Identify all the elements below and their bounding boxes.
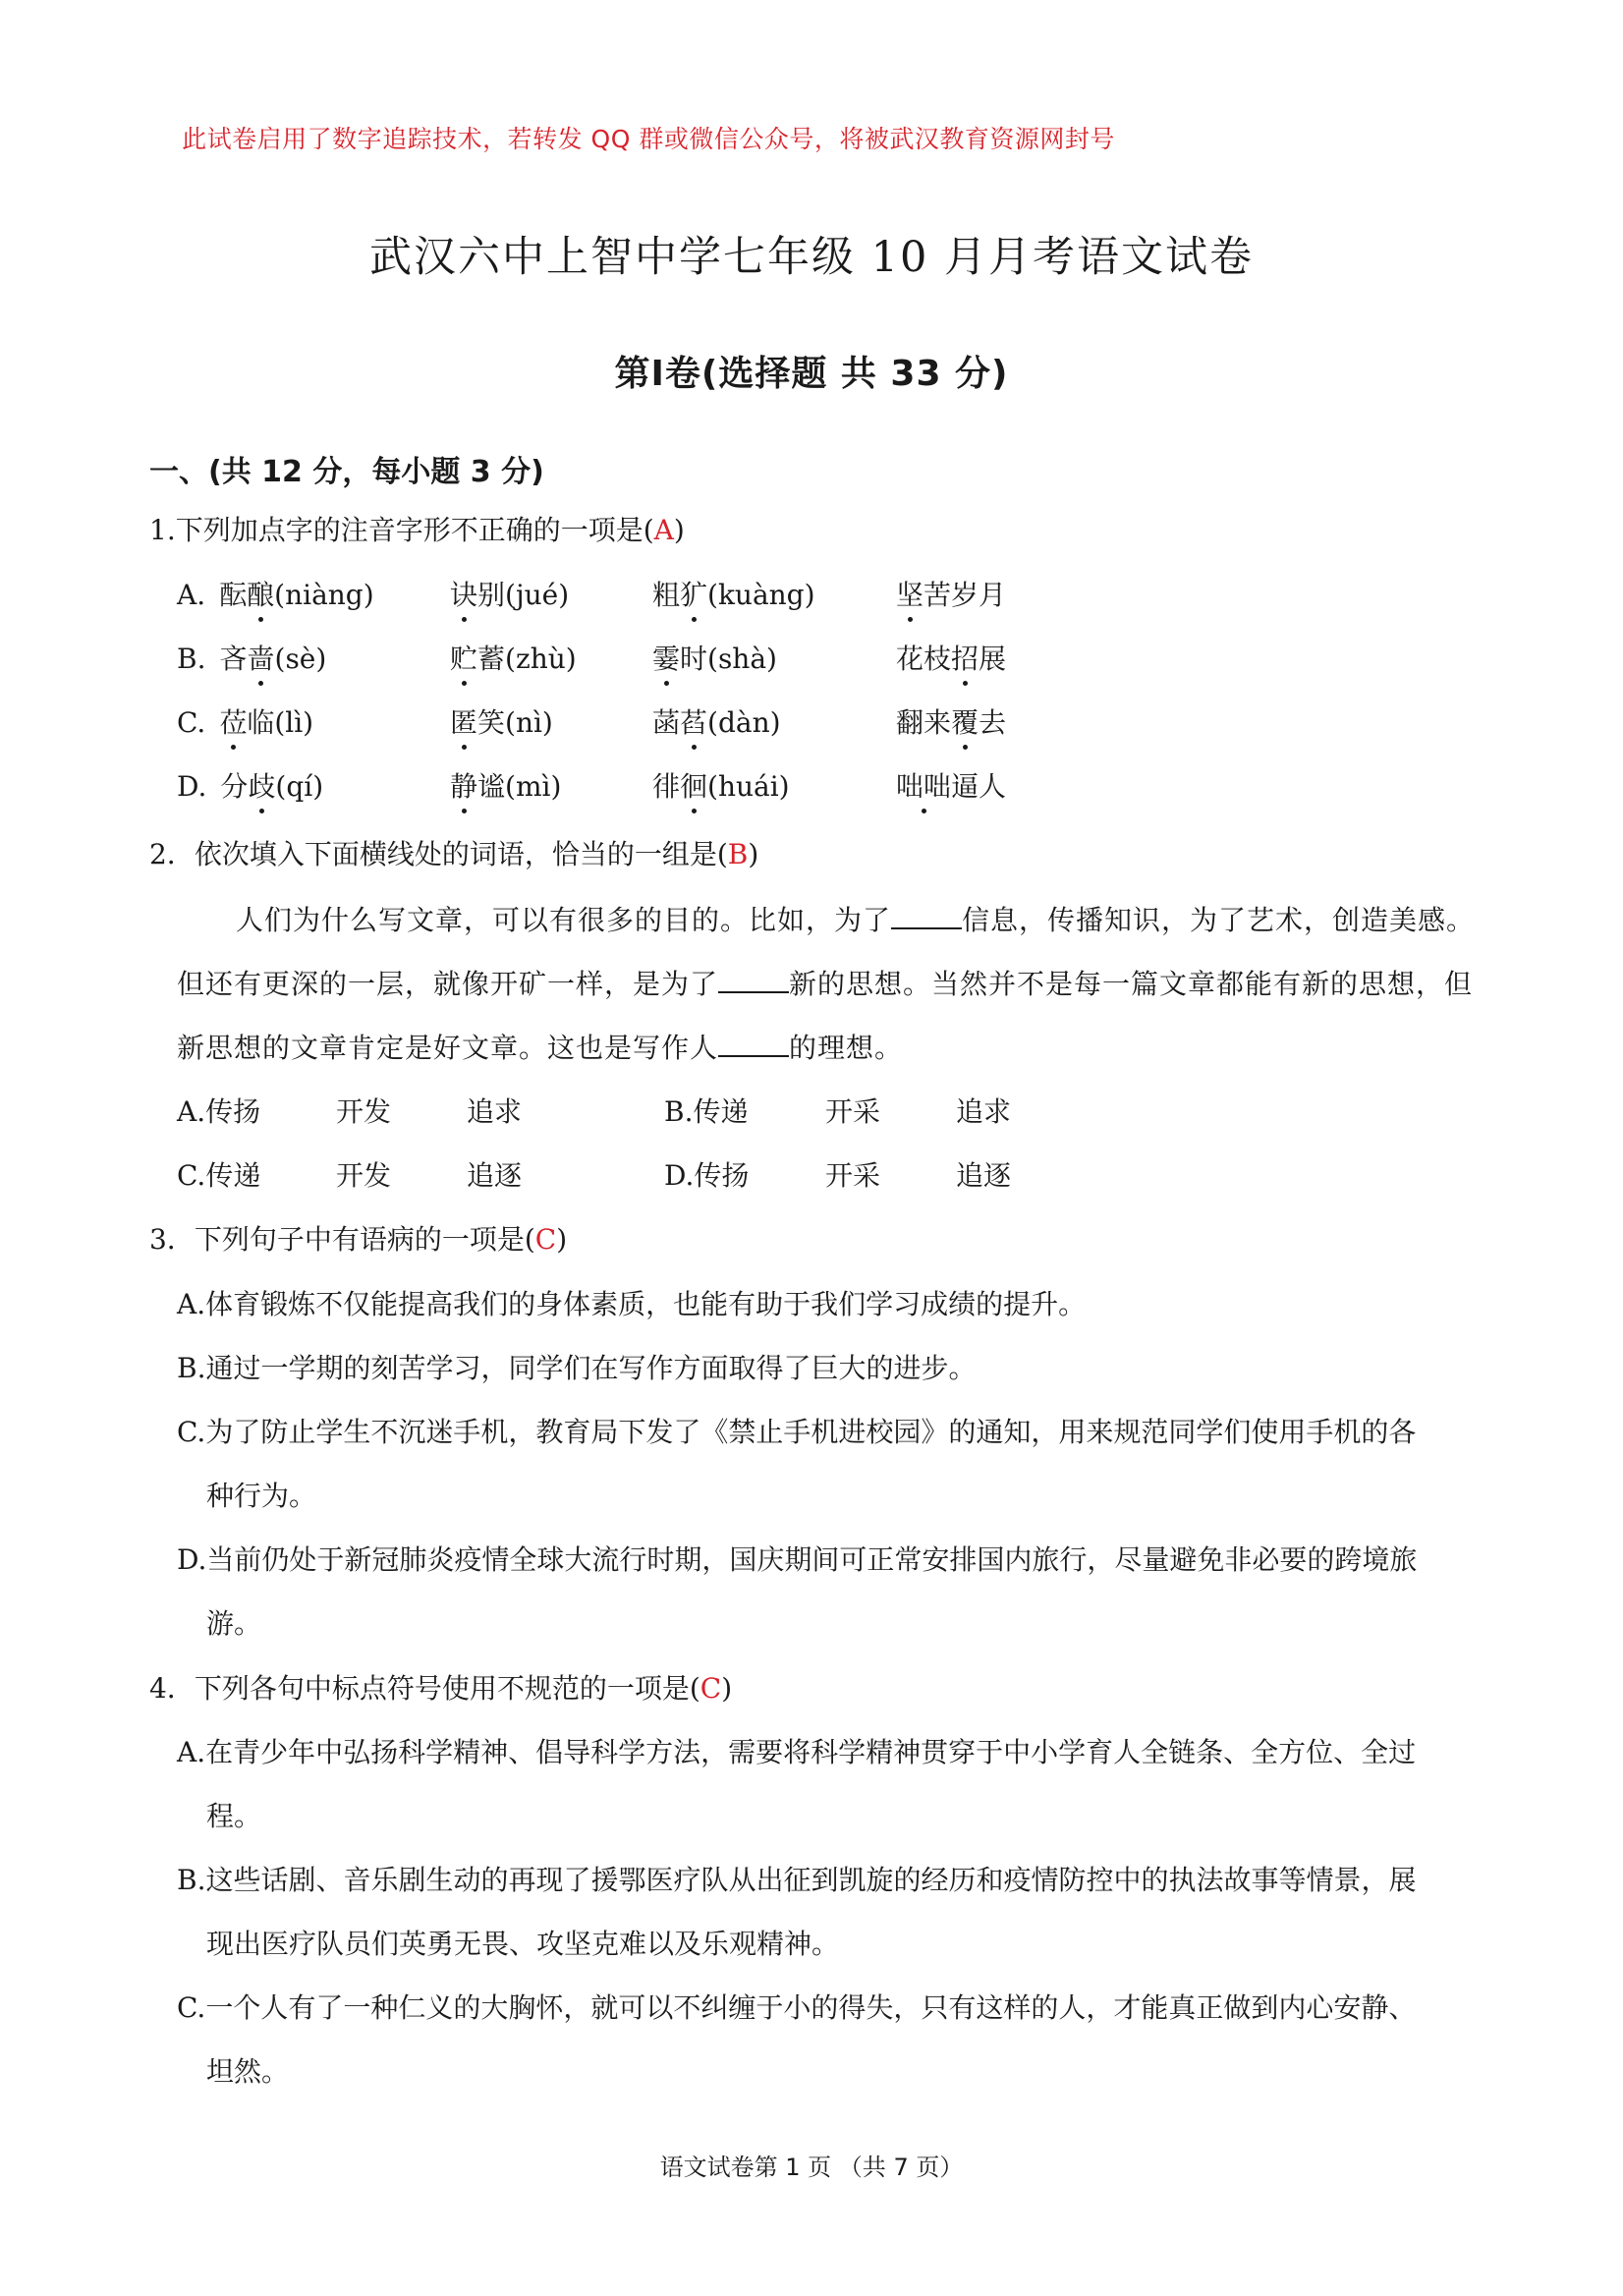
q2-option-c: C.传递 [177, 1159, 261, 1192]
question-1-stem: 1.下列加点字的注音字形不正确的一项是(A) [149, 514, 685, 546]
dotted-char: 坚 [896, 574, 923, 613]
question-4-answer: C [700, 1672, 722, 1705]
q4-option-c-line-1: C.一个人有了一种仁义的大胸怀，就可以不纠缠于小的得失，只有这样的人，才能真正做到内心安静、 [177, 1991, 1417, 2024]
anti-leak-notice: 此试卷启用了数字追踪技术，若转发 QQ 群或微信公众号，将被武汉教育资源网封号 [182, 125, 1115, 153]
q1-row-1-word-3: 霎时(shà) [652, 638, 777, 677]
q3-option-d-line-2: 游。 [206, 1607, 262, 1640]
q2-option-b-word-3: 追求 [956, 1095, 1012, 1128]
q3-option-c-line-2: 种行为。 [206, 1480, 317, 1512]
question-2-stem: 2．依次填入下面横线处的词语，恰当的一组是(B) [149, 838, 759, 870]
question-2-answer: B [727, 838, 749, 870]
q2-option-a: A.传扬 [177, 1095, 261, 1128]
page-footer: 语文试卷第 1 页 （共 7 页） [659, 2154, 964, 2181]
q4-option-b-line-1: B.这些话剧、音乐剧生动的再现了援鄂医疗队从出征到凯旋的经历和疫情防控中的执法故事等情景，展 [177, 1864, 1417, 1896]
dotted-char: 啬 [248, 638, 275, 677]
blank-1 [891, 902, 962, 929]
blank-3 [718, 1030, 789, 1057]
q3-option-a: A.体育锻炼不仅能提高我们的身体素质，也能有助于我们学习成绩的提升。 [177, 1288, 1087, 1320]
q1-row-0-word-1: A. 酝酿(niàng) [177, 574, 374, 613]
q1-row-2-word-4: 翻来覆去 [896, 701, 1006, 741]
q2-option-d-word-2: 开采 [825, 1159, 881, 1192]
q4-option-a-line-2: 程。 [206, 1800, 262, 1832]
q1-row-0-word-3: 粗犷(kuàng) [652, 574, 815, 613]
q2-option-d-word-3: 追逐 [956, 1159, 1012, 1192]
q1-row-3-word-1: D. 分歧(qí) [177, 765, 323, 805]
question-4-stem: 4．下列各句中标点符号使用不规范的一项是(C) [149, 1672, 733, 1705]
dotted-char: 酿 [247, 574, 274, 613]
q4-option-a-line-1: A.在青少年中弘扬科学精神、倡导科学方法，需要将科学精神贯穿于中小学育人全链条、全方位、全过 [177, 1736, 1417, 1768]
dotted-char: 徊 [680, 765, 707, 805]
passage-line-1: 人们为什么写文章，可以有很多的目的。比如，为了 信息，传播知识，为了艺术，创造美感。 [236, 904, 1476, 936]
dotted-char: 霎 [652, 638, 680, 677]
q2-option-a-word-2: 开发 [336, 1095, 392, 1128]
q1-row-2-word-1: C. 莅临(lì) [177, 701, 313, 741]
question-3-stem: 3．下列句子中有语病的一项是(C) [149, 1223, 568, 1256]
q1-row-2-word-3: 菡萏(dàn) [652, 701, 781, 741]
dotted-char: 匿 [450, 701, 477, 741]
dotted-char: 覆 [951, 701, 979, 741]
q1-row-3-word-2: 静谧(mì) [450, 765, 561, 805]
q1-row-1-word-4: 花枝招展 [896, 638, 1006, 677]
q2-option-a-word-3: 追求 [467, 1095, 523, 1128]
q1-row-3-word-3: 徘徊(huái) [652, 765, 790, 805]
dotted-char: 诀 [450, 574, 477, 613]
section-heading: 一、(共 12 分，每小题 3 分) [149, 455, 544, 489]
q1-row-2-word-2: 匿笑(nì) [450, 701, 553, 741]
q3-option-d-line-1: D.当前仍处于新冠肺炎疫情全球大流行时期，国庆期间可正常安排国内旅行，尽量避免非必要的跨境旅 [177, 1543, 1418, 1576]
q3-option-b: B.通过一学期的刻苦学习，同学们在写作方面取得了巨大的进步。 [177, 1352, 977, 1384]
q1-row-1-word-1: B. 吝啬(sè) [177, 638, 326, 677]
dotted-char: 歧 [248, 765, 275, 805]
dotted-char: 静 [450, 765, 477, 805]
blank-2 [718, 966, 789, 993]
question-3-answer: C [534, 1223, 557, 1256]
dotted-char: 莅 [219, 701, 247, 741]
passage-line-3: 新思想的文章肯定是好文章。这也是写作人 的理想。 [177, 1032, 904, 1064]
dotted-char: 犷 [680, 574, 707, 613]
q2-option-c-word-3: 追逐 [467, 1159, 523, 1192]
q4-option-b-line-2: 现出医疗队员们英勇无畏、攻坚克难以及乐观精神。 [206, 1928, 840, 1960]
q1-row-3-word-4: 咄咄逼人 [896, 765, 1006, 805]
part-title: 第Ⅰ卷(选择题 共 33 分) [614, 354, 1009, 394]
dotted-char: 萏 [680, 701, 707, 741]
q2-option-c-word-2: 开发 [336, 1159, 392, 1192]
q2-option-b-word-2: 开采 [825, 1095, 881, 1128]
passage-line-2: 但还有更深的一层，就像开矿一样，是为了 新的思想。当然并不是每一篇文章都能有新的思想，但 [177, 968, 1474, 1000]
dotted-char: 咄咄 [896, 765, 951, 805]
q4-option-c-line-2: 坦然。 [206, 2055, 290, 2088]
exam-title: 武汉六中上智中学七年级 10 月月考语文试卷 [368, 233, 1255, 282]
dotted-char: 招 [951, 638, 979, 677]
q2-option-b: B.传递 [664, 1095, 749, 1128]
dotted-char: 贮 [450, 638, 477, 677]
question-1-answer: A [653, 514, 674, 546]
q1-row-0-word-2: 诀别(jué) [450, 574, 569, 613]
q2-option-d: D.传扬 [664, 1159, 750, 1192]
q1-row-0-word-4: 坚苦岁月 [896, 574, 1006, 613]
q3-option-c-line-1: C.为了防止学生不沉迷手机，教育局下发了《禁止手机进校园》的通知，用来规范同学们使用手机的各 [177, 1416, 1417, 1448]
q1-row-1-word-2: 贮蓄(zhù) [450, 638, 577, 677]
